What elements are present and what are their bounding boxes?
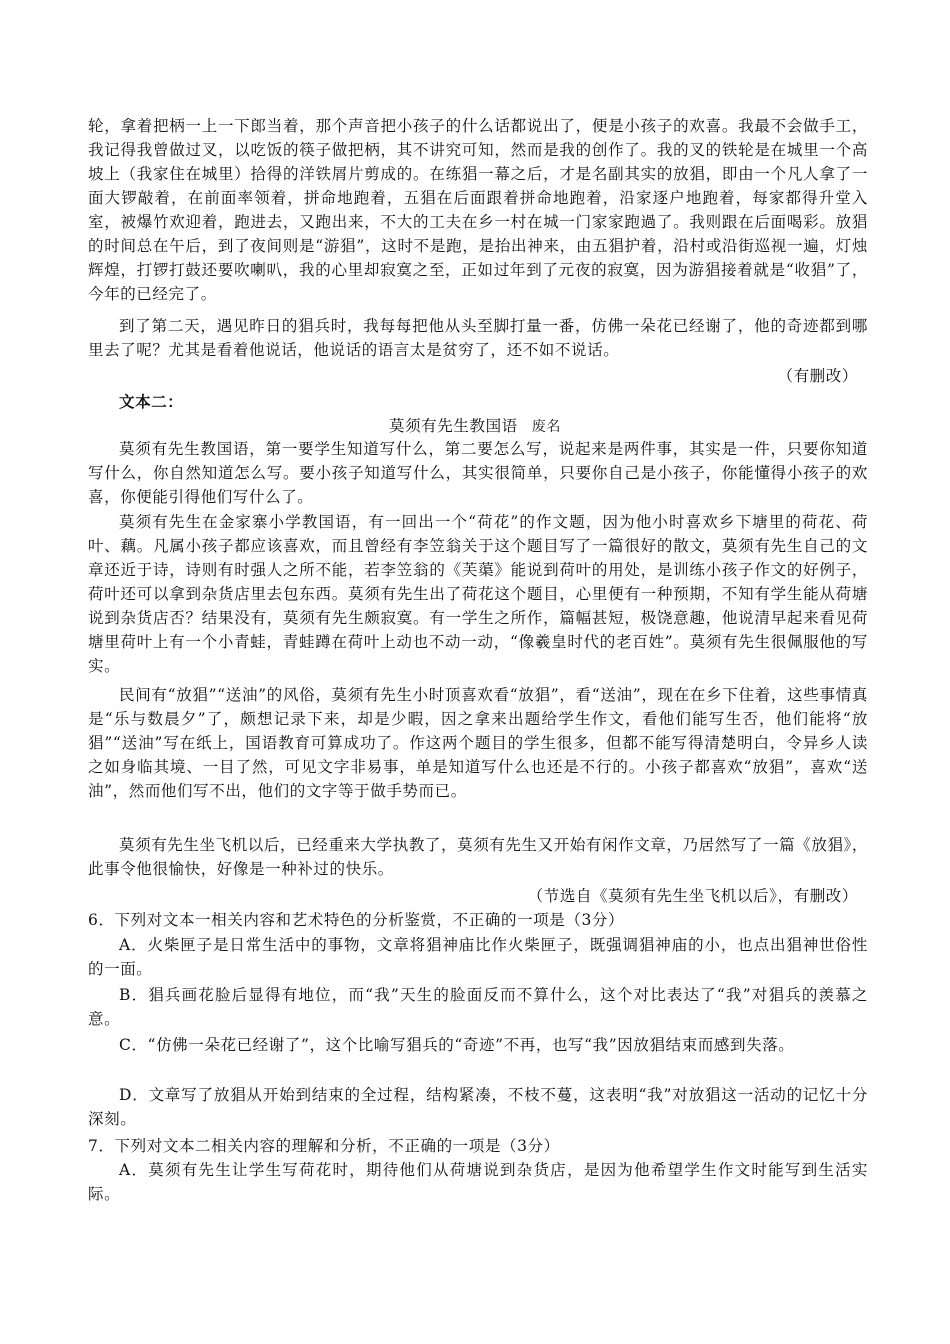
text2-paragraph-1: 莫须有先生教国语，第一要学生知道写什么，第二要怎么写，说起来是两件事，其实是一件，只要你知道写什么，你自然知道怎么写。要小孩子知道写什么，其实很简单，只要你自己是小孩子，你能懂得小孩子的欢喜，你便能引得他们写什么了。 bbox=[88, 440, 868, 506]
text2-source-note: （节选自《莫须有先生坐飞机以后》，有删改） bbox=[527, 887, 858, 905]
text1-paragraph-2: 到了第二天，遇见昨日的猖兵时，我每每把他从头至脚打量一番，仿佛一朵花已经谢了，他的奇迹都到哪里去了呢？尤其是看着他说话，他说话的语言太是贫穷了，还不如不说话。 bbox=[88, 317, 868, 359]
text1-source-note: （有删改） bbox=[777, 367, 858, 385]
question-6-option-b: B．猖兵画花脸后显得有地位，而“我”天生的脸面反而不算什么，这个对比表达了“我”对猖兵的羡慕之意。 bbox=[88, 986, 868, 1028]
text2-title: 莫须有先生教国语 bbox=[388, 417, 518, 435]
question-6-stem: 6．下列对文本一相关内容和艺术特色的分析鉴赏，不正确的一项是（3分） bbox=[88, 911, 625, 929]
text2-paragraph-3: 民间有“放猖”“送油”的风俗，莫须有先生小时顶喜欢看“放猖”，看“送油”，现在在乡下住着，这些事情真是“乐与数晨夕”了，颇想记录下来，却是少暇，因之拿来出题给学生作文，看他们能写生否，他们能将“放猖”“送油”写在纸上，国语教育可算成功了。作这两个题目的学生很多，但都不能写得清楚明白，令异乡人读之如身临其境、一目了然，可见文字非易事，单是知道写什么也还是不行的。小孩子都喜欢“放猖”，喜欢“送油”，然而他们写不出，他们的文字等于做手势而已。 bbox=[88, 686, 868, 800]
question-6-option-a: A．火柴匣子是日常生活中的事物，文章将猖神庙比作火柴匣子，既强调猖神庙的小，也点出猖神世俗性的一面。 bbox=[88, 936, 868, 978]
question-7-stem: 7．下列对文本二相关内容的理解和分析，不正确的一项是（3分） bbox=[88, 1137, 560, 1155]
text2-title-line bbox=[0, 414, 950, 439]
question-6-option-c: C．“仿佛一朵花已经谢了”，这个比喻写猖兵的“奇迹”不再，也写“我”因放猖结束而感到失落。 bbox=[119, 1036, 795, 1054]
text2-paragraph-4: 莫须有先生坐飞机以后，已经重来大学执教了，莫须有先生又开始有闲作文章，乃居然写了一篇《放猖》，此事令他很愉快，好像是一种补过的快乐。 bbox=[88, 836, 868, 878]
text2-paragraph-2: 莫须有先生在金家寨小学教国语，有一回出一个“荷花”的作文题，因为他小时喜欢乡下塘里的荷花、荷叶、藕。凡属小孩子都应该喜欢，而且曾经有李笠翁关于这个题目写了一篇很好的散文，莫须有先生自己的文章还近于诗，诗则有时强人之所不能，若李笠翁的《芙蕖》能说到荷叶的用处，是训练小孩子作文的好例子，荷叶还可以拿到杂货店里去包东西。莫须有先生出了荷花这个题目，心里便有一种预期，不知有学生能从荷塘说到杂货店否？结果没有，莫须有先生颇寂寞。有一学生之所作，篇幅甚短，极饶意趣，他说清早起来看见荷塘里荷叶上有一个小青蛙，青蛙蹲在荷叶上动也不动一动，“像羲皇时代的老百姓”。莫须有先生很佩服他的写实。 bbox=[88, 513, 868, 675]
text2-label: 文本二： bbox=[119, 392, 184, 411]
question-6-option-d: D．文章写了放猖从开始到结束的全过程，结构紧凑，不枝不蔓，这表明“我”对放猖这一活动的记忆十分深刻。 bbox=[88, 1086, 868, 1128]
question-7-option-a: A．莫须有先生让学生写荷花时，期待他们从荷塘说到杂货店，是因为他希望学生作文时能写到生活实际。 bbox=[88, 1161, 868, 1203]
text1-paragraph-1: 轮，拿着把柄一上一下郎当着，那个声音把小孩子的什么话都说出了，便是小孩子的欢喜。我最不会做手工，我记得我曾做过叉，以吃饭的筷子做把柄，其不讲究可知，然而是我的创作了。我的叉的铁轮是在城里一个高坡上（我家住在城里）拾得的洋铁屑片剪成的。在练猖一幕之后，才是名副其实的放猖，即由一个凡人拿了一面大锣敲着，在前面率领着，拼命地跑着，五猖在后面跟着拼命地跑着，沿家逐户地跑着，每家都得升堂入室，被爆竹欢迎着，跑进去，又跑出来，不大的工夫在乡一村在城一门家家跑過了。我则跟在后面喝彩。放猖的时间总在午后，到了夜间则是“游猖”，这时不是跑，是抬出神来，由五猖护着，沿村或沿街巡视一遍，灯烛辉煌，打锣打鼓还要吹喇叭，我的心里却寂寞之至，正如过年到了元夜的寂寞，因为游猖接着就是“收猖”了，今年的已经完了。 bbox=[88, 117, 868, 303]
text2-author: 废名 bbox=[531, 419, 561, 435]
